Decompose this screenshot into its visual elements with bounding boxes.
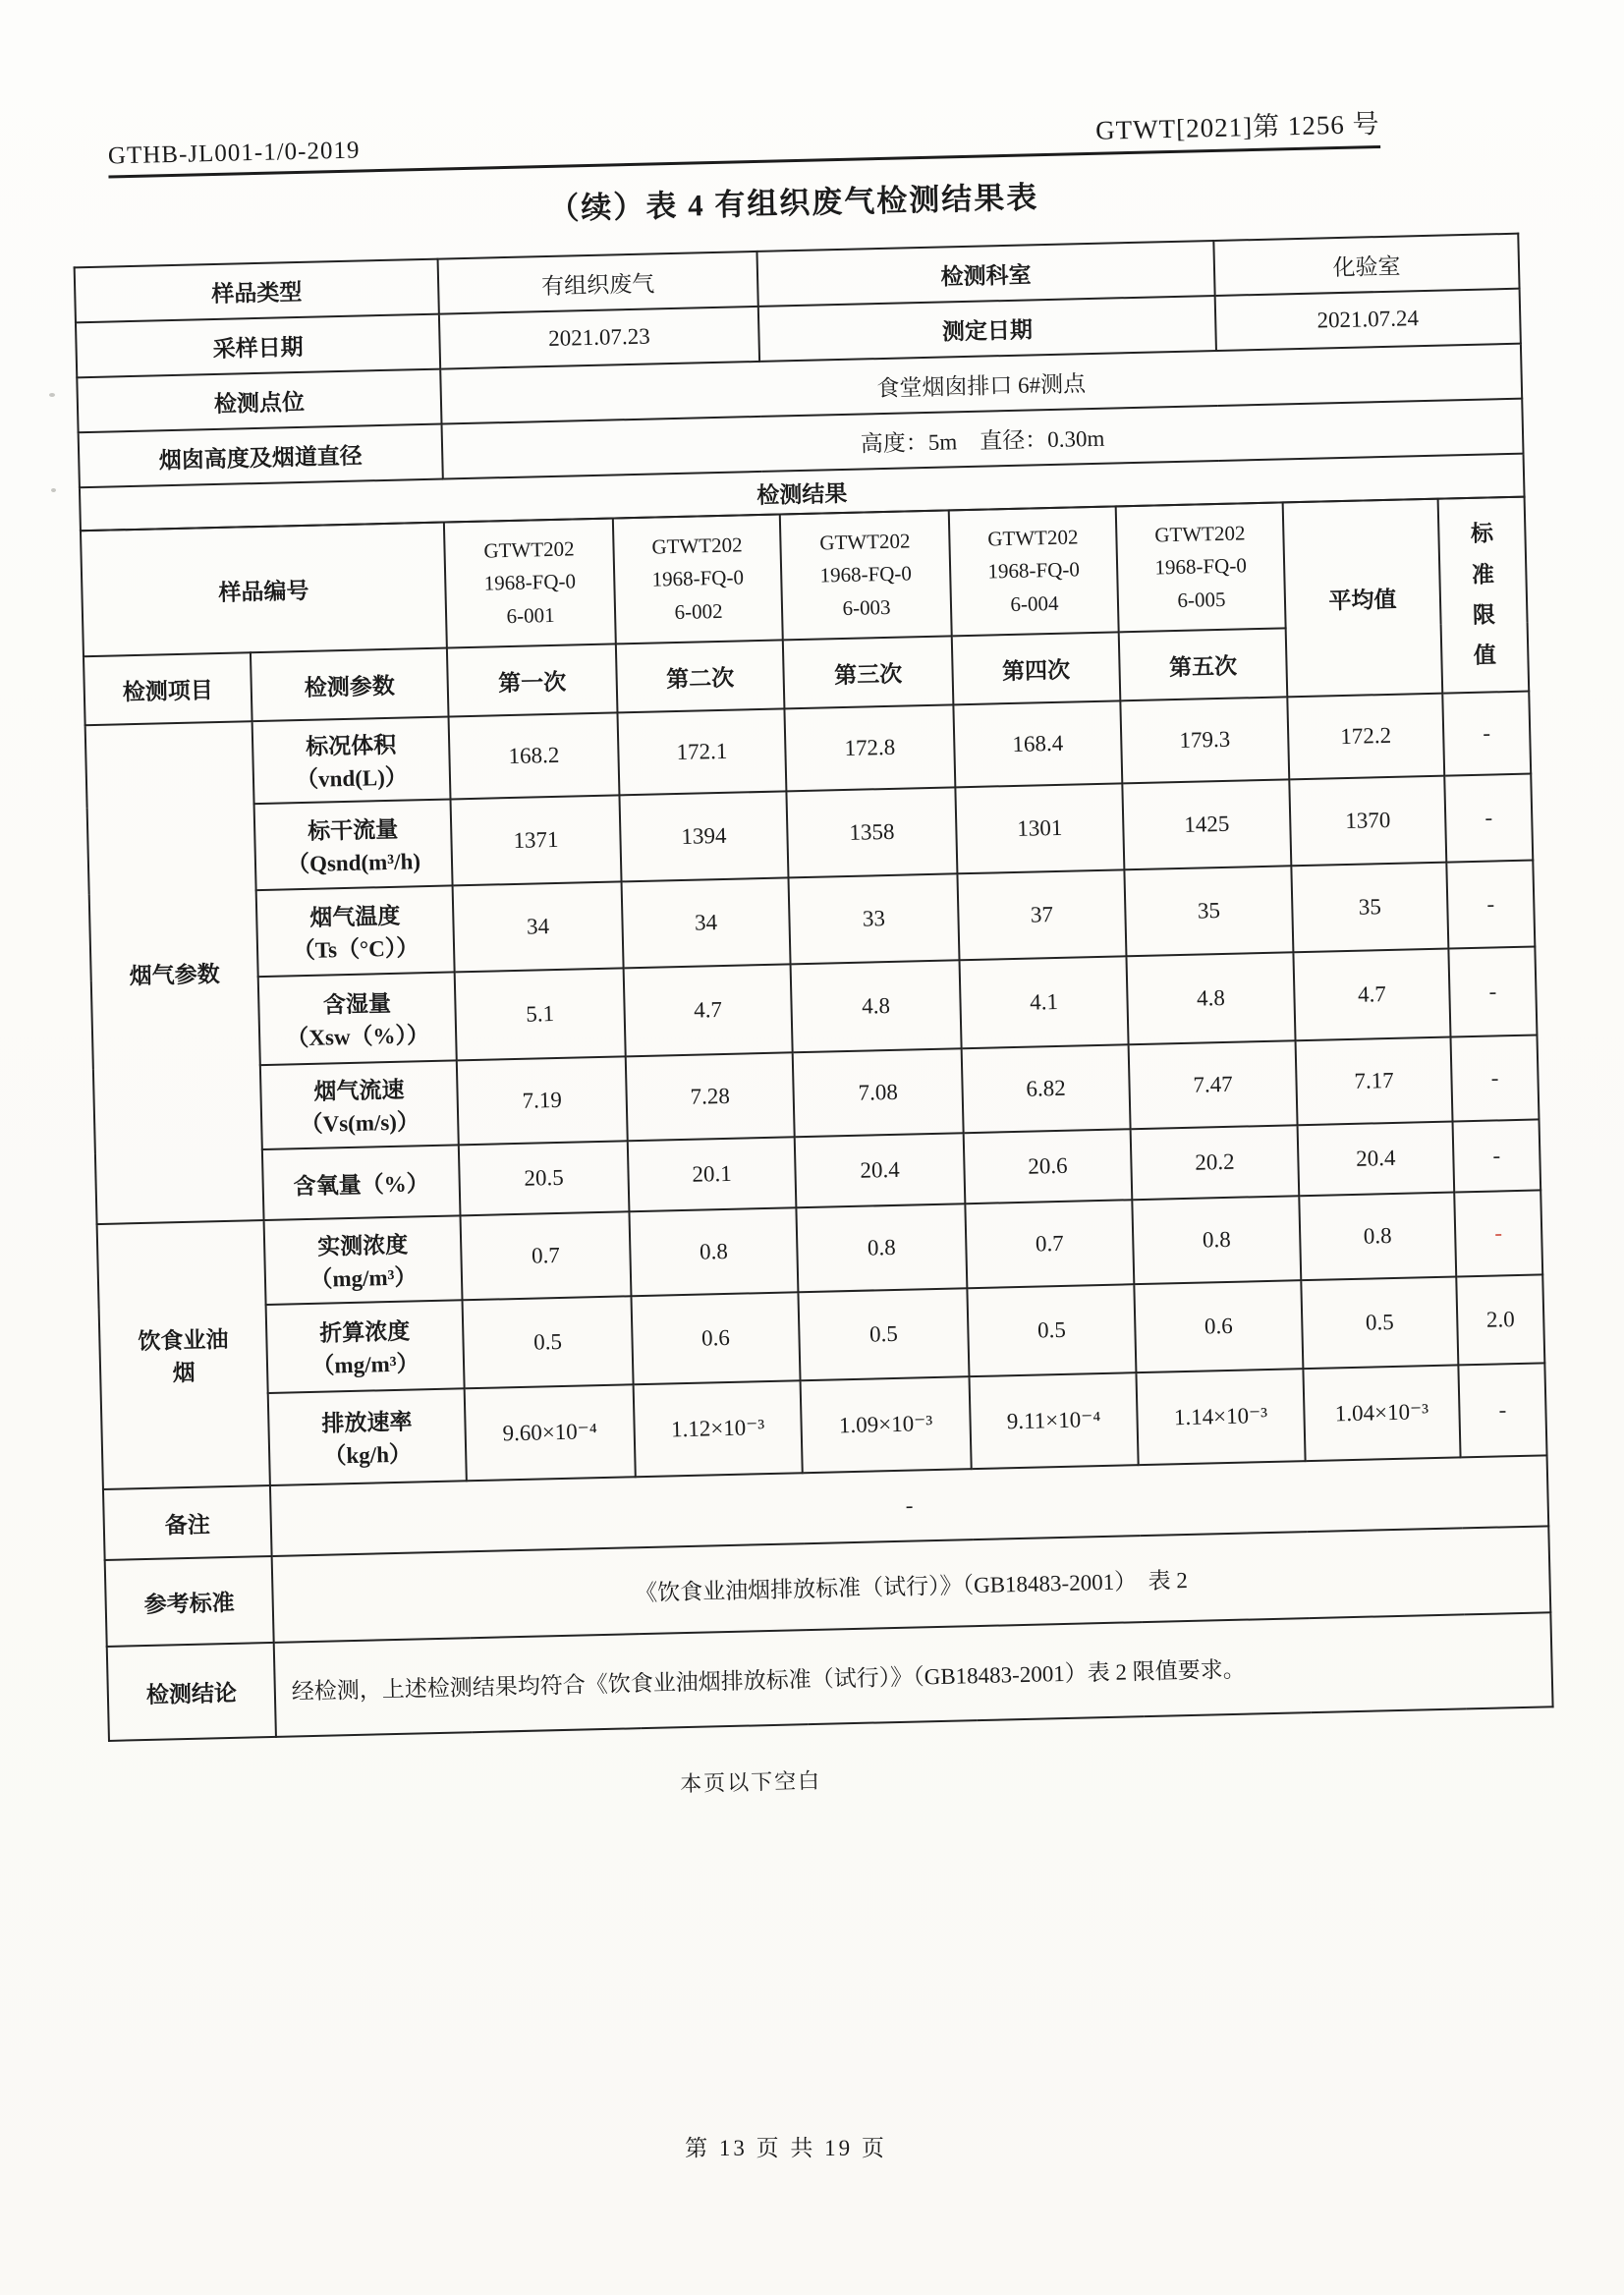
result-value: 0.6 bbox=[1134, 1280, 1303, 1372]
group-flue-gas-params: 烟气参数 bbox=[85, 721, 264, 1224]
result-value: 1301 bbox=[955, 783, 1124, 873]
sampling-date-label: 采样日期 bbox=[76, 314, 440, 378]
result-value: 33 bbox=[788, 873, 959, 964]
run4-header: 第四次 bbox=[952, 632, 1121, 704]
run1-header: 第一次 bbox=[447, 644, 618, 716]
report-table bbox=[74, 233, 1556, 1742]
limit-header-text: 标准限值 bbox=[1470, 521, 1497, 669]
test-department-label: 检测科室 bbox=[756, 241, 1214, 307]
result-value: 179.3 bbox=[1120, 697, 1289, 783]
result-value: 6.82 bbox=[962, 1044, 1131, 1133]
result-value: 34 bbox=[622, 877, 791, 968]
param-label: 烟气流速 （Vs(m/s)） bbox=[260, 1060, 459, 1149]
result-limit: 2.0 bbox=[1456, 1274, 1544, 1365]
result-average: 20.4 bbox=[1298, 1122, 1455, 1197]
result-value: 7.28 bbox=[626, 1052, 795, 1141]
result-limit: - bbox=[1458, 1363, 1546, 1457]
sampling-date-value: 2021.07.23 bbox=[439, 307, 759, 369]
param-column-header: 检测参数 bbox=[251, 648, 449, 722]
result-value: 7.47 bbox=[1129, 1040, 1298, 1129]
sample-type-label: 样品类型 bbox=[75, 259, 439, 323]
result-value: 172.1 bbox=[617, 708, 786, 795]
result-value: 9.60×10⁻⁴ bbox=[465, 1384, 636, 1481]
report-number: GTWT[2021]第 1256 号 bbox=[1094, 108, 1380, 145]
result-value: 4.8 bbox=[1126, 952, 1295, 1044]
measure-date-value: 2021.07.24 bbox=[1215, 289, 1521, 351]
result-value: 20.2 bbox=[1131, 1125, 1300, 1200]
run3-header: 第三次 bbox=[783, 636, 954, 708]
param-label: 含湿量 （Xsw（%）） bbox=[258, 972, 457, 1065]
average-header: 平均值 bbox=[1283, 499, 1443, 698]
blank-below-note: 本页以下空白 bbox=[679, 1767, 822, 1797]
result-value: 37 bbox=[957, 869, 1126, 960]
stack-size-value: 高度：5m 直径：0.30m bbox=[442, 399, 1524, 479]
result-limit: - bbox=[1442, 692, 1531, 776]
result-value: 0.8 bbox=[796, 1203, 967, 1292]
result-value: 168.2 bbox=[449, 712, 620, 799]
page-header bbox=[107, 102, 1380, 178]
result-average: 172.2 bbox=[1287, 694, 1444, 780]
result-average: 0.8 bbox=[1299, 1193, 1456, 1281]
result-value: 1.12×10⁻³ bbox=[634, 1380, 803, 1477]
result-value: 0.5 bbox=[967, 1284, 1136, 1376]
sample-id-header: 样品编号 bbox=[81, 523, 447, 657]
sample-type-value: 有组织废气 bbox=[438, 252, 758, 314]
result-value: 4.7 bbox=[624, 964, 793, 1056]
result-value: 35 bbox=[1124, 866, 1293, 956]
limit-header bbox=[1438, 497, 1530, 694]
param-label: 实测浓度 （mg/m³） bbox=[264, 1215, 463, 1305]
result-value: 1371 bbox=[451, 795, 622, 885]
result-limit: - bbox=[1453, 1119, 1541, 1192]
param-label: 折算浓度 （mg/m³） bbox=[266, 1300, 465, 1393]
sample-id-5: GTWT202 1968-FQ-0 6-005 bbox=[1116, 502, 1286, 632]
result-average: 1.04×10⁻³ bbox=[1303, 1365, 1460, 1461]
result-value: 0.5 bbox=[798, 1288, 969, 1380]
conclusion-label: 检测结论 bbox=[107, 1643, 276, 1741]
result-value: 1.14×10⁻³ bbox=[1136, 1369, 1305, 1465]
stack-size-label: 烟囱高度及烟道直径 bbox=[79, 424, 443, 488]
result-value: 0.7 bbox=[965, 1200, 1134, 1288]
sample-id-2: GTWT202 1968-FQ-0 6-002 bbox=[613, 514, 783, 644]
results-table bbox=[80, 496, 1554, 1742]
result-limit: - bbox=[1454, 1190, 1542, 1276]
run2-header: 第二次 bbox=[616, 640, 785, 712]
param-label: 标况体积 （vnd(L)） bbox=[252, 716, 451, 804]
results-section-header: 检测结果 bbox=[80, 454, 1525, 532]
result-value: 5.1 bbox=[455, 968, 626, 1060]
page-number: 第 13 页 共 19 页 bbox=[685, 2136, 887, 2160]
measure-date-label: 测定日期 bbox=[758, 296, 1216, 362]
result-limit: - bbox=[1450, 1035, 1539, 1121]
test-point-value: 食堂烟囱排口 6#测点 bbox=[440, 344, 1522, 424]
result-value: 34 bbox=[453, 881, 624, 972]
result-value: 0.5 bbox=[463, 1296, 634, 1388]
result-value: 20.6 bbox=[964, 1129, 1133, 1203]
result-limit: - bbox=[1444, 774, 1533, 863]
param-label: 烟气温度 （Ts（°C）） bbox=[256, 885, 455, 977]
result-value: 7.19 bbox=[457, 1056, 628, 1145]
item-column-header: 检测项目 bbox=[84, 652, 252, 725]
result-average: 4.7 bbox=[1293, 949, 1450, 1041]
sample-id-4: GTWT202 1968-FQ-0 6-004 bbox=[949, 506, 1119, 636]
document-code: GTHB-JL001-1/0-2019 bbox=[107, 137, 361, 170]
sample-id-3: GTWT202 1968-FQ-0 6-003 bbox=[780, 510, 952, 640]
result-value: 1425 bbox=[1122, 779, 1291, 869]
result-value: 1394 bbox=[619, 791, 788, 881]
result-value: 0.7 bbox=[460, 1211, 631, 1300]
result-limit: - bbox=[1446, 861, 1535, 949]
sample-info-table bbox=[74, 233, 1526, 532]
test-department-value: 化验室 bbox=[1213, 234, 1519, 296]
conclusion-value: 经检测，上述检测结果均符合《饮食业油烟排放标准（试行）》（GB18483-2001）表 2 限值要求。 bbox=[274, 1612, 1553, 1737]
group-cooking-fume: 饮食业油 烟 bbox=[97, 1220, 270, 1489]
result-value: 20.1 bbox=[628, 1137, 797, 1211]
result-average: 0.5 bbox=[1301, 1276, 1458, 1369]
result-value: 1358 bbox=[786, 787, 957, 877]
run5-header: 第五次 bbox=[1119, 628, 1288, 700]
remark-label: 备注 bbox=[103, 1485, 272, 1560]
param-label: 排放速率 （kg/h） bbox=[268, 1388, 467, 1485]
result-value: 1.09×10⁻³ bbox=[801, 1376, 972, 1473]
result-value: 0.8 bbox=[1132, 1196, 1301, 1284]
result-value: 0.8 bbox=[629, 1207, 798, 1296]
result-value: 20.5 bbox=[459, 1141, 630, 1215]
reference-standard-label: 参考标准 bbox=[105, 1556, 274, 1647]
result-value: 20.4 bbox=[795, 1133, 966, 1207]
result-value: 172.8 bbox=[784, 704, 955, 791]
result-average: 1370 bbox=[1289, 776, 1446, 867]
sample-id-1: GTWT202 1968-FQ-0 6-001 bbox=[444, 518, 616, 647]
result-value: 4.8 bbox=[791, 960, 962, 1052]
reference-standard-value: 《饮食业油烟排放标准（试行）》（GB18483-2001） 表 2 bbox=[272, 1526, 1551, 1643]
result-value: 0.6 bbox=[631, 1292, 800, 1384]
result-value: 168.4 bbox=[953, 700, 1122, 787]
result-limit: - bbox=[1448, 947, 1537, 1037]
result-value: 4.1 bbox=[960, 956, 1129, 1048]
param-label: 含氧量（%） bbox=[262, 1145, 461, 1220]
result-value: 7.08 bbox=[793, 1048, 964, 1137]
remark-value: - bbox=[270, 1455, 1548, 1556]
param-label: 标干流量 （Qsnd(m³/h) bbox=[254, 799, 453, 890]
test-point-label: 检测点位 bbox=[77, 369, 441, 433]
result-average: 7.17 bbox=[1296, 1037, 1453, 1126]
result-average: 35 bbox=[1291, 863, 1448, 953]
page-title: （续）表 4 有组织废气检测结果表 bbox=[547, 180, 1039, 226]
result-value: 9.11×10⁻⁴ bbox=[969, 1372, 1138, 1469]
